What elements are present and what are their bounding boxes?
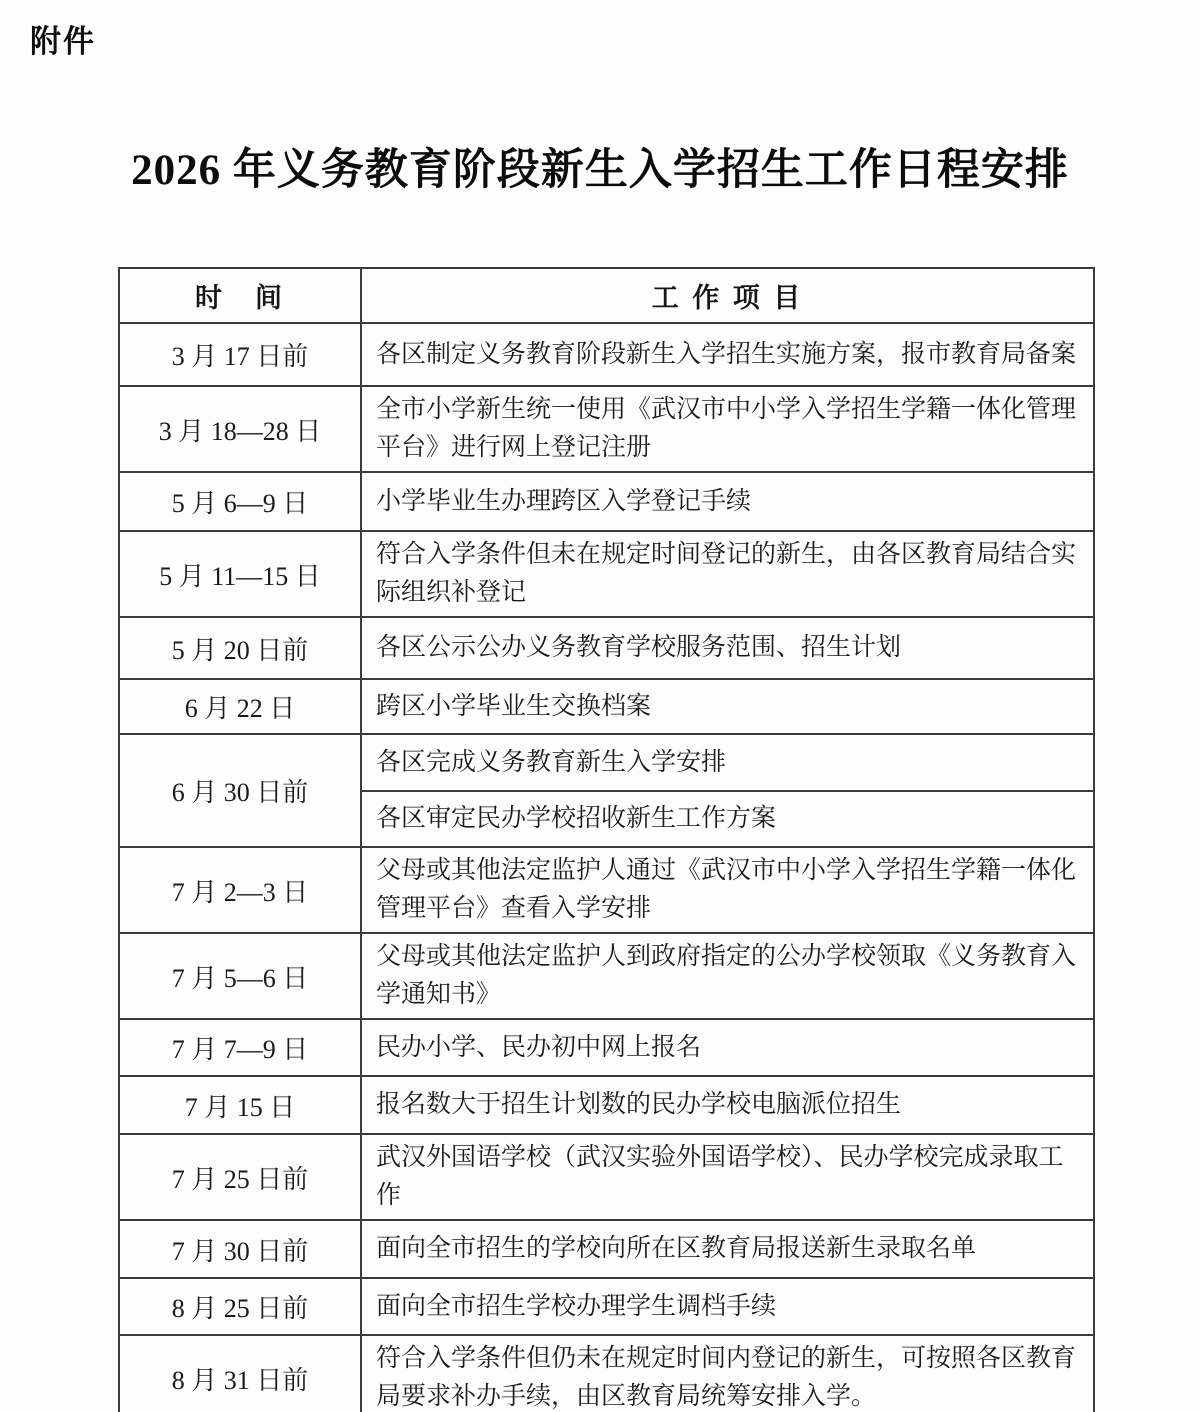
task-cell: 各区完成义务教育新生入学安排 [361, 734, 1094, 791]
time-cell: 6 月 30 日前 [119, 734, 361, 847]
task-cell: 各区制定义务教育阶段新生入学招生实施方案，报市教育局备案 [361, 323, 1094, 386]
table-row [119, 847, 1094, 933]
table-row [119, 1019, 1094, 1076]
time-cell: 7 月 2—3 日 [119, 847, 361, 933]
time-cell: 7 月 5—6 日 [119, 933, 361, 1019]
task-cell: 各区公示公办义务教育学校服务范围、招生计划 [361, 617, 1094, 679]
table-row [119, 386, 1094, 472]
time-cell: 7 月 25 日前 [119, 1134, 361, 1220]
task-cell: 报名数大于招生计划数的民办学校电脑派位招生 [361, 1076, 1094, 1134]
table-row [119, 734, 1094, 791]
task-cell: 各区审定民办学校招收新生工作方案 [361, 791, 1094, 847]
header-task-cell: 工 作 项 目 [361, 268, 1094, 323]
time-cell: 8 月 25 日前 [119, 1278, 361, 1335]
task-cell: 面向全市招生学校办理学生调档手续 [361, 1278, 1094, 1335]
time-cell: 7 月 7—9 日 [119, 1019, 361, 1076]
table-row [119, 679, 1094, 734]
time-cell: 7 月 15 日 [119, 1076, 361, 1134]
task-cell: 父母或其他法定监护人通过《武汉市中小学入学招生学籍一体化管理平台》查看入学安排 [361, 847, 1094, 933]
table-row [119, 531, 1094, 617]
table-row [119, 933, 1094, 1019]
table-row [119, 1076, 1094, 1134]
time-cell: 3 月 17 日前 [119, 323, 361, 386]
table-row [119, 1335, 1094, 1412]
table-row [119, 1220, 1094, 1278]
header-time-cell: 时 间 [119, 268, 361, 323]
time-cell: 5 月 6—9 日 [119, 472, 361, 531]
attachment-label: 附件 [30, 24, 96, 59]
page-title: 2026 年义务教育阶段新生入学招生工作日程安排 [131, 147, 1069, 194]
time-cell: 7 月 30 日前 [119, 1220, 361, 1278]
task-cell: 全市小学新生统一使用《武汉市中小学入学招生学籍一体化管理平台》进行网上登记注册 [361, 386, 1094, 472]
time-cell: 5 月 11—15 日 [119, 531, 361, 617]
task-cell: 跨区小学毕业生交换档案 [361, 679, 1094, 734]
table-row [119, 617, 1094, 679]
table-row [119, 1134, 1094, 1220]
time-cell: 8 月 31 日前 [119, 1335, 361, 1412]
schedule-table [118, 267, 1095, 1412]
time-cell: 3 月 18—28 日 [119, 386, 361, 472]
task-cell: 小学毕业生办理跨区入学登记手续 [361, 472, 1094, 531]
task-cell: 符合入学条件但仍未在规定时间内登记的新生，可按照各区教育局要求补办手续，由区教育局统筹安排入学。 [361, 1335, 1094, 1412]
task-cell: 父母或其他法定监护人到政府指定的公办学校领取《义务教育入学通知书》 [361, 933, 1094, 1019]
time-cell: 6 月 22 日 [119, 679, 361, 734]
table-row [119, 472, 1094, 531]
table-row [119, 323, 1094, 386]
task-cell: 符合入学条件但未在规定时间登记的新生，由各区教育局结合实际组织补登记 [361, 531, 1094, 617]
table-row [119, 1278, 1094, 1335]
task-cell: 武汉外国语学校（武汉实验外国语学校）、民办学校完成录取工作 [361, 1134, 1094, 1220]
task-cell: 面向全市招生的学校向所在区教育局报送新生录取名单 [361, 1220, 1094, 1278]
task-cell: 民办小学、民办初中网上报名 [361, 1019, 1094, 1076]
table-header-row [119, 268, 1094, 323]
time-cell: 5 月 20 日前 [119, 617, 361, 679]
